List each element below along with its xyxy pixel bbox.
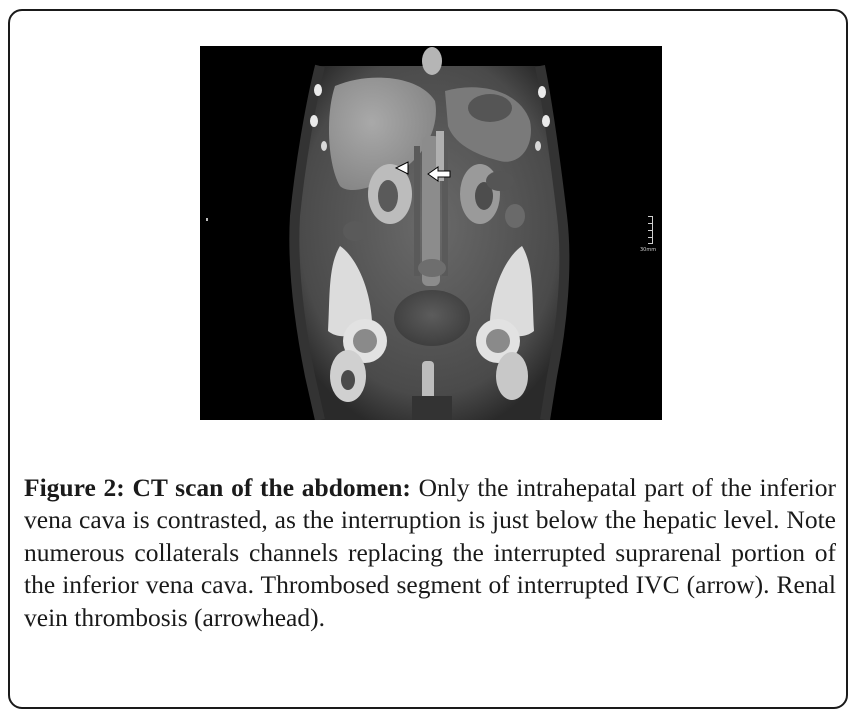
figure-caption <box>24 472 836 635</box>
ct-scan-image <box>200 46 662 420</box>
scale-label: 30mm <box>640 247 657 253</box>
figure-caption-text: Only the intrahepatal part of the inferior vena cava is contrasted, as the interruption is just below the hepatic level. Note numerous collaterals channels replacing the interrupted suprarenal portion of the inferior vena cava. Thrombosed segment of interrupted IVC (arrow). Renal vein thrombosis (arrowhead). <box>24 472 836 632</box>
figure-label: Figure 2: CT scan of the abdomen: <box>24 472 411 502</box>
